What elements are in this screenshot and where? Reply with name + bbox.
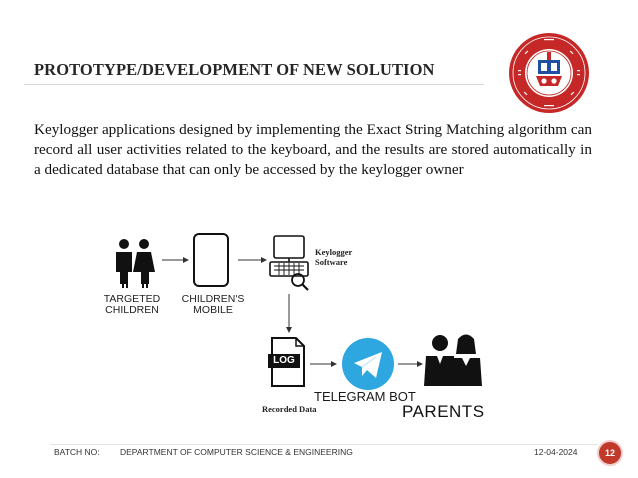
targeted-children-label-line2: CHILDREN (105, 304, 159, 316)
page-number-badge (597, 440, 623, 466)
recorded-data-label: Recorded Data (262, 404, 317, 414)
page-number: 12 (604, 448, 615, 458)
targeted-children-label-line1: TARGETED (103, 293, 161, 305)
childrens-mobile-label (178, 294, 248, 316)
footer-date: 12-04-2024 (534, 447, 578, 457)
mobile-phone-icon (194, 234, 228, 286)
keylogger-software-label (315, 248, 352, 267)
log-icon-text: LOG (273, 355, 295, 366)
keylogger-label-line2: Software (315, 256, 348, 267)
keylogger-label-line1: Keylogger (315, 247, 353, 257)
slide-body-paragraph: Keylogger applications designed by implementing the Exact String Matching algorithm can record all user activities related to the keyboard, and the results are stored automatically in a dedicated database that can only be accessed by the keylogger owner (34, 121, 592, 178)
college-seal-icon (508, 32, 590, 114)
targeted-children-label (102, 294, 162, 316)
childrens-mobile-label-line1: CHILDREN'S (181, 293, 245, 305)
slide-title: PROTOTYPE/DEVELOPMENT OF NEW SOLUTION (34, 60, 435, 79)
parents-label: PARENTS (402, 402, 485, 421)
footer-divider (50, 444, 598, 445)
children-icon (116, 239, 155, 288)
keylogger-flow-diagram (96, 226, 516, 426)
title-divider (24, 84, 484, 85)
diagram-graphics (96, 226, 516, 426)
keylogger-keyboard-icon (270, 236, 308, 290)
telegram-icon (342, 338, 394, 390)
footer-department: DEPARTMENT OF COMPUTER SCIENCE & ENGINEERING (120, 447, 353, 457)
footer-batch: BATCH NO: (54, 447, 100, 457)
childrens-mobile-label-line2: MOBILE (193, 304, 233, 316)
telegram-bot-label: TELEGRAM BOT (314, 389, 416, 404)
parents-icon (424, 335, 482, 387)
